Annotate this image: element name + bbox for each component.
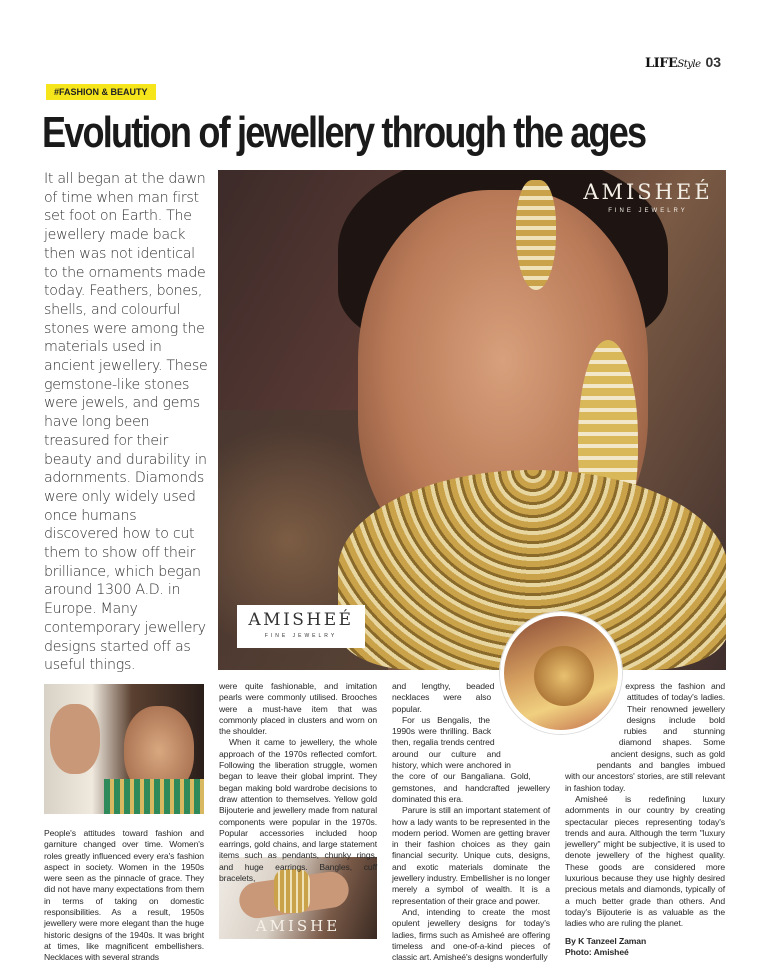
hero-photo bbox=[218, 170, 726, 670]
inset-brand-logo: AMISHEÉ FINE JEWELRY bbox=[237, 605, 365, 648]
maang-tikka bbox=[516, 180, 556, 290]
column-2 bbox=[219, 681, 377, 884]
models-photo bbox=[44, 684, 204, 814]
paragraph: were quite fashionable, and imitation pearls were commonly utilised. Brooches were a must-have item that was commonly placed in clusters and worn on the shoulder. bbox=[219, 681, 377, 737]
photo-credit: Photo: Amisheé bbox=[565, 946, 629, 957]
page-number: 03 bbox=[705, 54, 722, 70]
column-1 bbox=[44, 828, 204, 964]
paragraph: Parure is still an important statement of how a lady wants to be represented in the modern period. Women are getting braver in their fashion choices as they gain financial security. Unique cuts, designs, and exotic materials dominate the jewellery industry. Embellisher is no longer merely a symbol of wealth. It is a representation of their grace and power. bbox=[392, 805, 550, 906]
byline: By K Tanzeel Zaman bbox=[565, 935, 647, 946]
intro-paragraph: It all began at the dawn of time when man first set foot on Earth. The jewellery made back then was not identical to the ornaments made today. Feathers, bones, shells, and colourful stones were among the materials used in ancient jewellery. These gemstone-like stones were jewels, and gems have long been treasured for their beauty and durability in adornments. Diamonds were only widely used once humans discovered how to cut them to show off their brilliance, which began around 1300 A.D. in Europe. Many contemporary jewellery designs started off as useful things. bbox=[44, 171, 208, 674]
paragraph: When it came to jewellery, the whole approach of the 1970s reflected comfort. Following the liberation struggle, women began to leave their global imprint. They began making bold wardrobe decisions to draw attention to themselves. Yellow gold Bijouterie and jewellery made from natural components were popular in the 1970s. Popular accessories included hoop earrings, gold chains, and large statement items such as pendants, chunky rings, and huge earrings. Bangles, cuff bracelets, bbox=[219, 737, 377, 884]
life-style-logo: LIFEStyle bbox=[645, 56, 701, 71]
bangles-photo-brand: AMISHE bbox=[255, 917, 341, 935]
column-4 bbox=[565, 681, 725, 958]
hero-brand-logo: AMISHEÉ FINE JEWELRY bbox=[583, 180, 713, 214]
paragraph: People's attitudes toward fashion and garniture changed over time. Women's roles greatly influenced every era's fashion aspect in society. Women in the 1950s were seen as the pinnacle of grace. They did not have many expectations from them in terms of taking on domestic responsibilities. As a result, 1950s jewellery were more elegant than the huge historic designs of the 1940s. It was bright at times, like magnificent embellishers. Necklaces with several strands bbox=[44, 828, 204, 963]
column-3 bbox=[392, 681, 550, 963]
paragraph: For us Bengalis, the 1990s were thrilling. Back then, regalia trends centred around our culture and history, which were anchored in the core of our Bangaliana. Gold, gemstones, and handcrafted jewellery dominated this era. bbox=[392, 714, 550, 804]
headline: Evolution of jewellery through the ages bbox=[42, 108, 646, 157]
masthead bbox=[645, 54, 721, 71]
paragraph: and lengthy, beaded necklaces were also popular. bbox=[392, 681, 495, 714]
paragraph: Amisheé is redefining luxury adornments in our country by creating spectacular pieces representing today's trends and aura. Although the term "luxury jewellery" might be subjective, it is used to denote jewellery of the highest quality. These goods are considered more luxurious because they use highly desired precious metals and diamonds, typically of a much better grade than others. And today's Bijouterie is as valuable as the ladies who are ruling the planet. bbox=[565, 793, 725, 929]
paragraph: express the fashion and attitudes of today's ladies. Their renowned jewellery designs include bold rubies and stunning diamond shapes. Some ancient designs, such as gold pendants and bangles imbued with our ancestors' stories, are still relevant in fashion today. bbox=[565, 681, 725, 793]
section-tag: #FASHION & BEAUTY bbox=[46, 84, 156, 100]
paragraph: And, intending to create the most opulent jewellery designs for today's ladies, firms such as Amisheé are offering timeless and one-of-a-kind pieces of classic art. Amisheé's designs wonderfully bbox=[392, 906, 550, 963]
